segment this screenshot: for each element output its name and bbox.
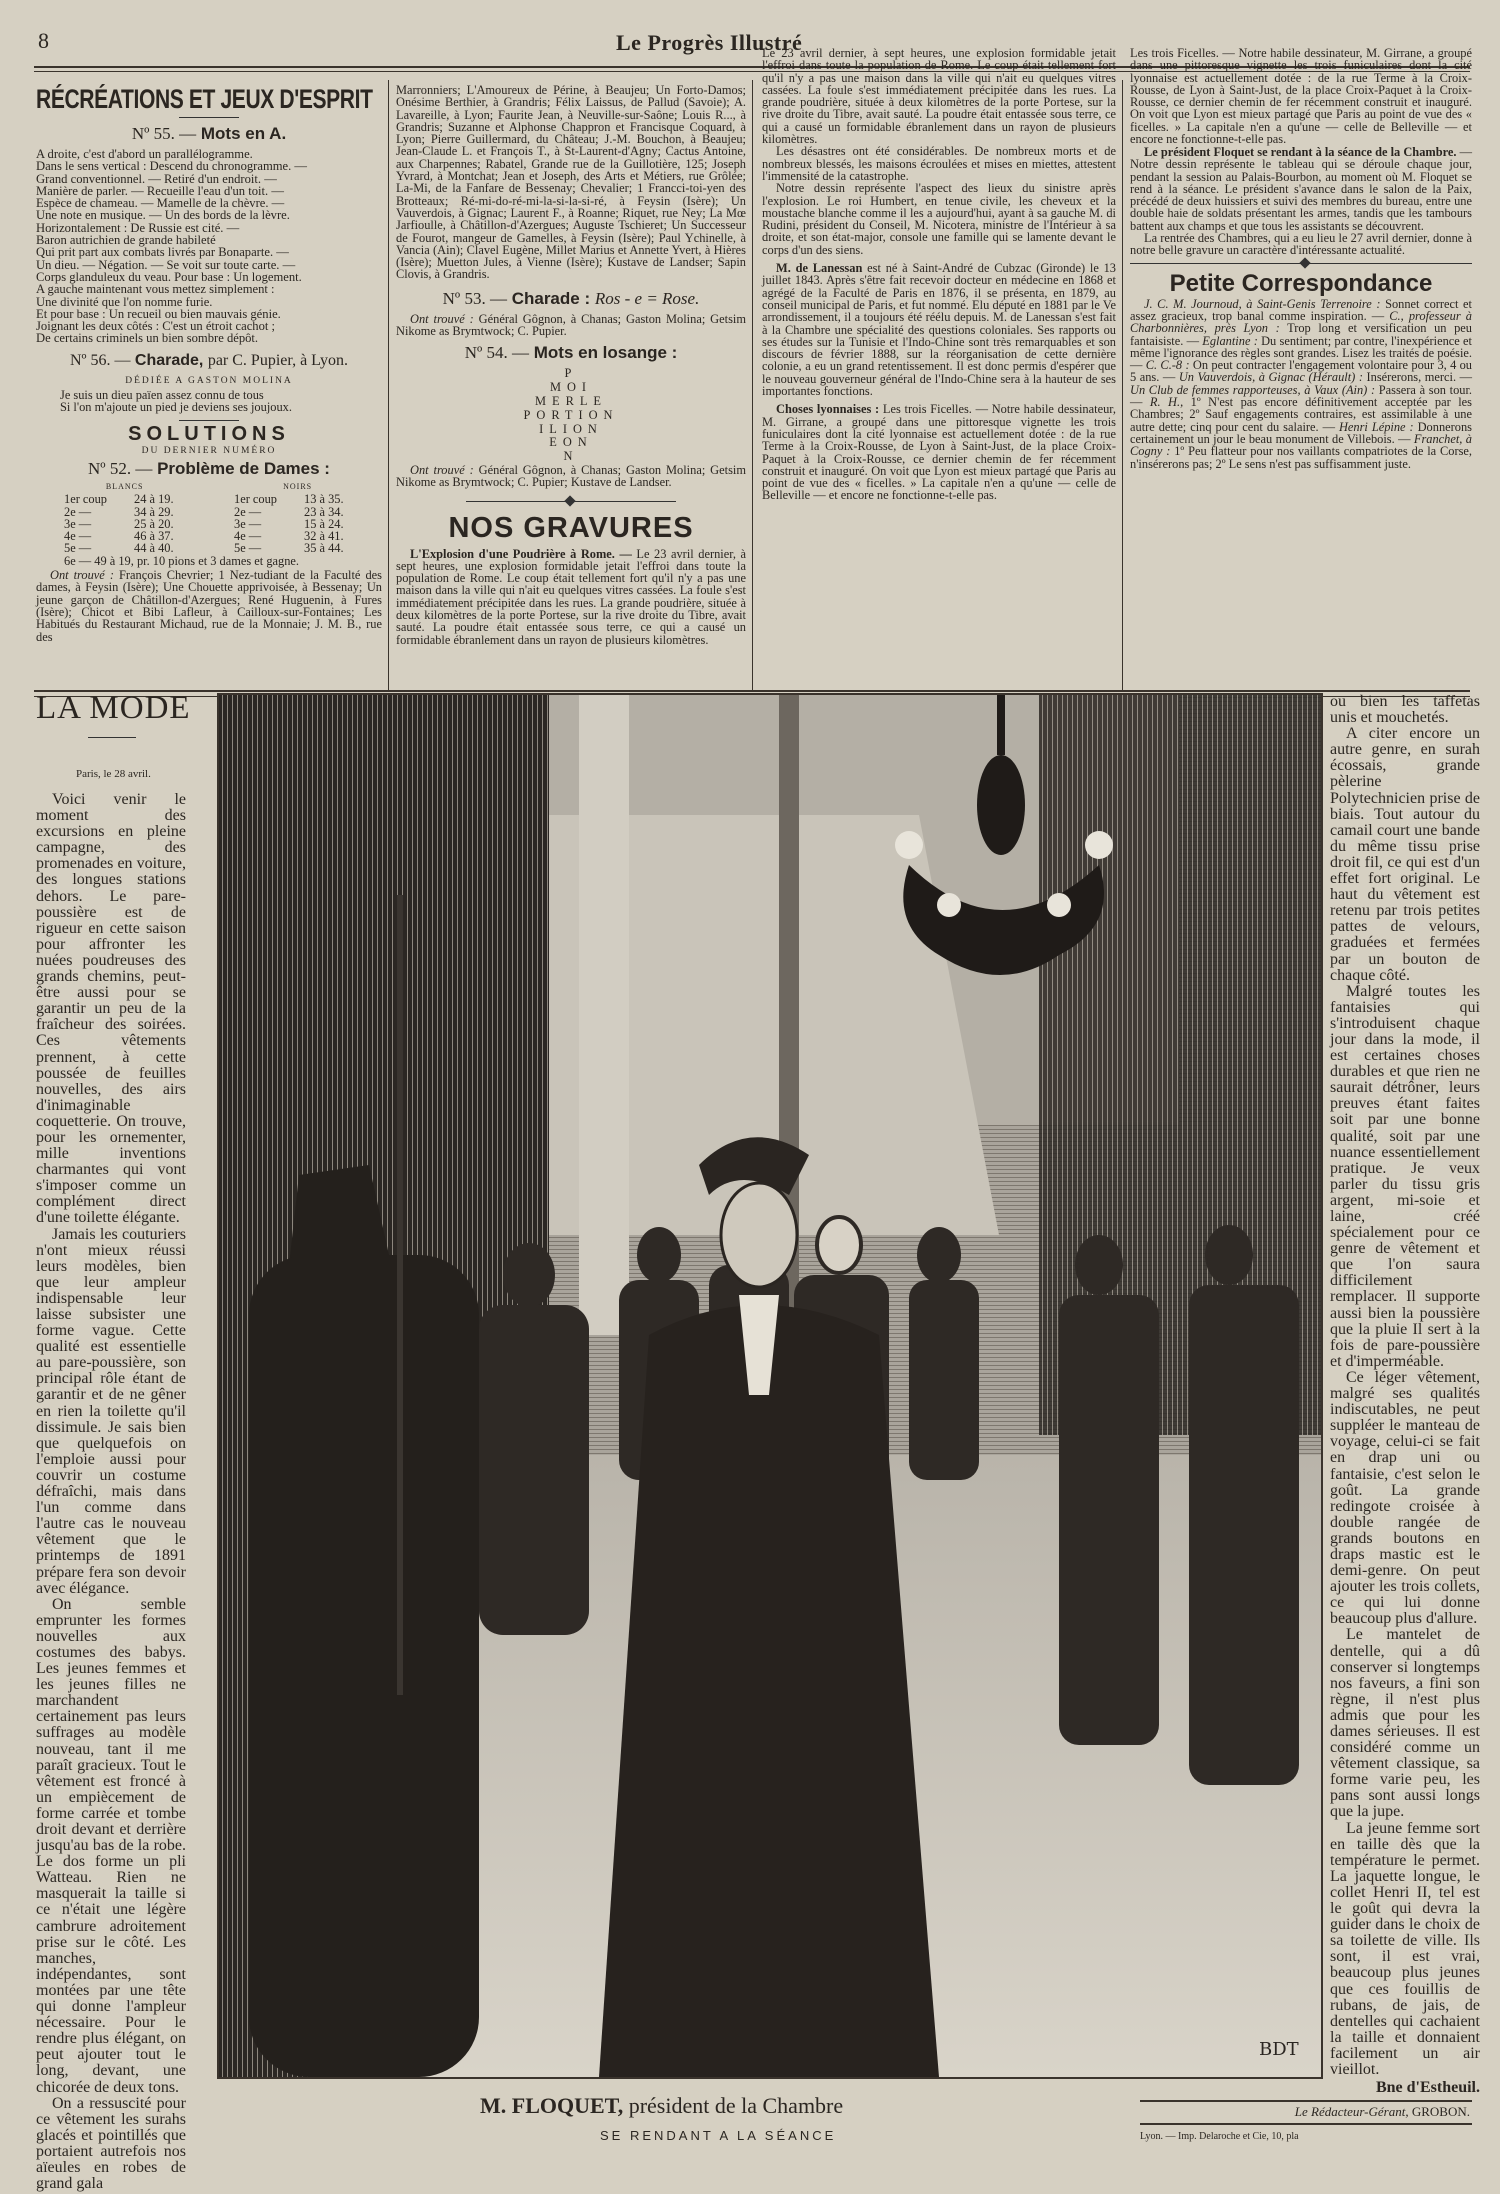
- article-text: Le 23 avril dernier, à sept heures, une explosion formidable jetait l'effroi dans toute la population de Rome. Le coup était tellement fort qu'il n'y a pas une maison dans la ville qui n'ait eu quelques vitres cassées. La foule s'est immédiatement précipitée dans les rues. La grande poudrière, située à deux kilomètres de la porte Portese, sur la rive droite du Tibre, avait sauté. La poudre était entassée sous terre, ce qui a causé un formidable ébranlement dans un rayon de plusieurs kilomètres.: [396, 546, 746, 647]
- explosion-continued: Le 23 avril dernier, à sept heures, une explosion formidable jetait l'effroi dans toute la population de Rome. Le coup était tellement fort qu'il n'y a pas une maison dans la ville qui n'ait eu quelques vitres cassées. La foule s'est immédiatement précipitée dans les rues. La grande poudrière, située à deux kilomètres de la porte Portese, sur la rive droite du Tibre, avait sauté. La poudre était entassée sous terre, ce qui a causé un formidable ébranlement dans un rayon de plusieurs kilomètres.: [762, 46, 1116, 147]
- correspondent-name: Un Club de femmes rapporteuses, à Vaux (Ain) :: [1130, 382, 1376, 397]
- draughts-cell: 3e —: [234, 516, 262, 531]
- choses-article: [762, 403, 1116, 501]
- paragraph: Malgré toutes les fantaisies qui s'introduisent chaque jour dans la mode, il est certaines choses durables et que rien ne saurait détrôner, leurs preuves étant faites soit par une bonne qualité, soit par une nuance essentiellement pratique. Je veux parler du tissu gris argent, mi-soie et laine, créé spécialement pour ce genre de vêtement et que l'on saura difficilement remplacer. Il supporte aussi bien la poussière que la pluie Il sert à la fois de pare-poussière et d'imperméable.: [1330, 982, 1480, 1370]
- paragraph: On semble emprunter les formes nouvelles aux costumes des babys. Les jeunes femmes et les jeunes filles ne marchandent certainement pas leurs suffrages au modèle nouveau, tant il me paraît gracieux. Tout le vêtement est froncé à un empiècement de forme carrée et tombe droit devant et derrière jusqu'au bas de la robe. Le dos forme un pli Watteau. Rien ne masquerait la taille si ce n'était une légère cambrure adroitement prise sur le côté. Les manches, indépendantes, sont montées par une tête qui donne l'ampleur nécessaire. Pour le rendre plus élégant, on peut ajouter tout le long, devant, une chicorée de deux tons.: [36, 1595, 186, 2096]
- draughts-cell: 13 à 35.: [304, 492, 344, 507]
- artist-signature: BDT: [1259, 2039, 1299, 2060]
- solutions-subheading: DU DERNIER NUMÉRO: [141, 445, 277, 456]
- paragraph: ou bien les taffetas unis et mouchetés.: [1330, 693, 1480, 727]
- solvers-list: [396, 464, 746, 489]
- draughts-row: [36, 506, 382, 518]
- verse-line: De certains criminels un bien sombre dépôt.: [36, 331, 259, 346]
- draughts-cell: 44 à 40.: [134, 541, 174, 556]
- engraving-subcaption: SE RENDANT A LA SÉANCE: [600, 2128, 837, 2143]
- verse-line: Et pour base : Un recueil ou bien mauvais génie.: [36, 306, 281, 321]
- dedication: DÉDIÉE A GASTON MOLINA: [125, 375, 293, 386]
- verse-line: Espèce de chameau. — Mamelle de la chèvre. —: [36, 196, 285, 211]
- lanessan-article: [762, 262, 1116, 397]
- divider: [179, 420, 239, 421]
- diamond-word: EON: [549, 435, 593, 450]
- section-rule: [34, 690, 1470, 692]
- puzzle-54-title: [396, 343, 746, 363]
- puzzle-number: Nº 53. —: [442, 288, 507, 308]
- diamond-word: P: [564, 366, 578, 381]
- article-title: M. de Lanessan: [776, 261, 863, 276]
- engraving-illustration: [219, 695, 1321, 2077]
- verse-line: Joignant les deux côtés : C'est un étroit cachot ;: [36, 319, 276, 334]
- draughts-cell: 5e —: [64, 541, 92, 556]
- gravures-column-3: [762, 46, 1116, 684]
- correspondent-name: Franchet, à Cogny :: [1130, 431, 1472, 459]
- draughts-cell: 1er coup: [64, 492, 108, 507]
- reply-text: Sonnet correct et assez gracieux, trop banal comme inspiration. —: [1130, 296, 1472, 323]
- draughts-row: [36, 493, 382, 505]
- verse-line: Manière de parler. — Recueille l'eau d'un toit. —: [36, 183, 284, 198]
- la-mode-heading: LA MODE: [36, 690, 191, 726]
- footer-rule: [1140, 2100, 1472, 2102]
- article-title: Le président Floquet se rendant à la séance de la Chambre.: [1144, 145, 1457, 159]
- diamond-word: PORTION: [523, 407, 619, 422]
- floquet-article: [1130, 146, 1472, 232]
- engraving-caption: [480, 2093, 843, 2119]
- reply-text: 1º Peu flatteur pour nos vaillants compatriotes de la Corse, n'insérerons pas; 2º Le sens n'est pas suffisamment juste.: [1130, 444, 1473, 471]
- found-label: Ont trouvé :: [410, 311, 474, 326]
- correspondent-name: R. H.,: [1149, 395, 1184, 410]
- verse-line: Un dieu. — Négation. — Se voit sur toute carte. —: [36, 257, 296, 272]
- correspondent-name: Un Vauverdois, à Gignac (Hérault) :: [1178, 370, 1363, 385]
- solvers-text: Général Gôgnon, à Chanas; Gaston Molina; Getsim Nikome as Brymtwock; C. Pupier.: [396, 311, 746, 339]
- paragraph: Le mantelet de dentelle, qui a dû conserver si longtemps nos faveurs, a fini son règne, il n'est plus admis que pour les dames sérieuses. Il est considéré comme un vêtement classique, sa forme varie peu, les pans sont aussi longs que la jupe.: [1330, 1626, 1480, 1821]
- paragraph: La jeune femme sort en taille dès que la température le permet. La jaquette longue, le collet Henri II, tel est le goût qui devra la guider dans le choix de sa toilette de ville. Ils sont, il est vrai, beaucoup plus jeunes que ces fouillis de rubans, de jais, de dentelles qui cachaient la taille et donnaient facilement un air vieillot.: [1330, 1819, 1480, 2078]
- draughts-cell: 46 à 37.: [134, 529, 174, 544]
- caption-name: M. FLOQUET,: [480, 2093, 624, 2118]
- verse-line: A gauche maintenant vous mettez simplement :: [36, 282, 275, 297]
- puzzle-name: Mots en losange :: [533, 343, 678, 363]
- verse-line: Baron autrichien de grande habileté: [36, 233, 216, 248]
- puzzle-name: Charade,: [134, 351, 204, 369]
- ornament-divider: [466, 501, 676, 502]
- draughts-cell: 34 à 29.: [134, 504, 174, 519]
- puzzle-55-title: [36, 124, 382, 144]
- editor-credit: [1295, 2104, 1470, 2120]
- verse-line: Si l'on m'ajoute un pied je deviens ses joujoux.: [60, 400, 292, 415]
- recreations-column: [36, 84, 382, 643]
- solvers-list-continued: Marronniers; L'Amoureux de Périne, à Beaujeu; Un Forto-Damos; Onésime Berthier, à Grandris; Félix Laissus, de Pallud (Savoie); A. Lavareille, à Lyon; Faurite Jean, à Neuville-sur-Saône; Louis R..., à Grandris; Suzanne et Alphonse Chappron et Francisque Coquard, à Lyon; Pierre Guillermard, du Château; J.-M. Bouchon, à Beaujeu; Jean-Claude L. et François T., à St-Laurent-d'Agny; Cactus Antoine, aux Charpennes; Rabatel, Grande rue de la Guillotière, 125; Joseph Yvrard, à Montchat; Jean et Joseph, des Arts et Métiers, rue Grôlée; La-Mi, de la Fanfare de Bessenay; Chevalier; 1 Francci-toi-yen des Brotteaux; Ré-mi-do-ré-mi-la-si-la-si-ré, à Feysin (Isère); Un Vauverdois, à Gignac; Laurent F., à Roanne; Riquet, rue Ney; La Mœ Jarfioulle, à Châtillon-d'Azergues; Auguste Tschieret; Un Successeur de Fourot, mangeur de Gamelles, à Feysin (Isère); Paul Ychinelle, à Vancia (Ain); Clavel Eugène, Millet Marius et Annette Yvert, à Hières (Isère); Muetton Jules, à Vienne (Isère); Kustave de Landser; Sapin Clovis, à Grandris.: [396, 83, 746, 282]
- explosion-article: [396, 548, 746, 646]
- masthead-title: Le Progrès Illustré: [616, 30, 803, 55]
- correspondent-name: Eglantine :: [1202, 333, 1258, 348]
- article-text: Les trois Ficelles. — Notre habile dessinateur, M. Girrane, a groupé dans une pittoresque vignette les trois funiculaires dont la cité lyonnaise est actuellement dotée : de la rue Terme à la Croix-Rousse, de Lyon à Saint-Just, de la place Croix-Paquet à la Croix-Rousse, ce dernier chemin de fer récemment construit et inauguré. On voit que Lyon est mieux partagé que Paris au point de vue des « ficelles. » La capitale n'en a qu'une — celle de Belleville — et encore ne fonctionne-t-elle pas.: [1130, 46, 1472, 147]
- editor-name: GROBON.: [1408, 2104, 1470, 2119]
- draughts-cell: 23 à 34.: [304, 504, 344, 519]
- caption-title: président de la Chambre: [623, 2093, 844, 2118]
- verse-line: Grand conventionnel. — Retiré d'un endroit. —: [36, 171, 277, 186]
- puzzle-53-title: [396, 289, 746, 309]
- nos-gravures-heading: NOS GRAVURES: [448, 511, 694, 544]
- puzzle-name: Mots en A.: [200, 124, 287, 143]
- verse-line: Dans le sens vertical : Descend du chronogramme. —: [36, 159, 308, 174]
- puzzle-56-title: [36, 351, 382, 371]
- la-mode-column-right: [1330, 694, 1480, 2096]
- verse-line: Une note en musique. — Un des bords de la lèvre.: [36, 208, 290, 223]
- column-divider: [388, 80, 389, 690]
- verse-line: A droite, c'est d'abord un parallélogramme.: [36, 147, 253, 161]
- ornament-divider: [1130, 263, 1472, 264]
- solvers-text: Général Gôgnon, à Chanas; Gaston Molina; Getsim Nikome as Brymtwock; C. Pupier; Kustave de Landser.: [396, 462, 746, 490]
- paragraph: On a ressuscité pour ce vêtement les surahs glacés et pointillés que portaient autrefois nos aïeules en robes de grand gala: [36, 2094, 186, 2193]
- verse-line: Horizontalement : De Russie est cité. —: [36, 220, 240, 235]
- draughts-cell: 2e —: [234, 504, 262, 519]
- column-divider: [752, 80, 753, 690]
- puzzle-56-verse: [36, 389, 382, 414]
- verse-line: Corps glanduleux du veau. Pour base : Un logement.: [36, 269, 302, 284]
- word-diamond: [396, 367, 746, 464]
- article-text: Les trois Ficelles. — Notre habile dessinateur, M. Girrane, a groupé dans une pittoresque vignette les trois funiculaires dont la cité lyonnaise est actuellement dotée : de la rue Terme à la Croix-Rousse, de Lyon à Saint-Just, de la place Croix-Paquet à la Croix-Rousse, ce dernier chemin de fer récemment construit et inauguré. On voit que Lyon est mieux partagé que Paris au point de vue des « ficelles. » La capitale n'en a qu'une — celle de Belleville — et encore ne fonctionne-t-elle pas.: [762, 402, 1116, 503]
- draughts-cell: 4e —: [234, 529, 262, 544]
- correspondent-name: Henri Lépine :: [1338, 419, 1414, 434]
- recreations-heading: RÉCRÉATIONS ET JEUX D'ESPRIT: [36, 84, 373, 114]
- draughts-final-move: 6e — 49 à 19, pr. 10 pions et 3 dames et gagne.: [64, 553, 300, 568]
- draughts-cell: 15 à 24.: [304, 516, 344, 531]
- correspondent-name: C. C.-8 :: [1145, 358, 1190, 373]
- puzzle-number: Nº 52. —: [88, 458, 153, 478]
- paragraph: Les désastres ont été considérables. De nombreux morts et de nombreux blessés, les maisons écroulées et mises en miettes, attestent l'immensité de la catastrophe.: [762, 144, 1116, 183]
- paragraph: Jamais les couturiers n'ont mieux réussi leurs modèles, bien que leur ampleur indispensable leur laisse subsister une forme vague. Cette qualité est essentielle au pare-poussière, son principal rôle étant de garantir et de ne gêner en rien la toilette qu'il dissimule. Je sais bien que quelquefois on l'emploie aussi pour couvrir un costume défraîchi, mais dans l'un comme dans l'autre cas le nouveau vêtement que le printemps de 1891 prépare fera son devoir avec élégance.: [36, 1225, 186, 1597]
- reply-text: Donnerons certainement un jour le beau monument de Villebois. —: [1130, 419, 1472, 446]
- draughts-cell: 35 à 44.: [304, 541, 344, 556]
- paragraph: Notre dessin représente l'aspect des lieux du sinistre après l'explosion. Le roi Humbert, en tenue civile, les cheveux et la moustache blanche comme il les a aujourd'hui, ayant à sa gauche M. di Rudini, président du Conseil, M. Nicotera, ministre de l'Intérieur à sa droite, et son état-major, console une famille qui se lamente devant le corps d'un des siens.: [762, 181, 1116, 257]
- diamond-word: MOI: [549, 380, 593, 395]
- solvers-list: [36, 569, 382, 643]
- puzzle-55-verse: [36, 148, 382, 345]
- correspondent-name: J. C. M. Journoud, à Saint-Genis Terrenoire :: [1144, 296, 1381, 311]
- correspondance-heading: Petite Correspondance: [1169, 269, 1433, 297]
- page-number: 8: [38, 28, 49, 53]
- divider: [88, 737, 136, 738]
- verse-line: Qui prit part aux combats livrés par Bonaparte. —: [36, 245, 289, 260]
- white-label: BLANCS: [105, 481, 144, 491]
- paragraph: Ce léger vêtement, malgré ses qualités indiscutables, ne peut suppléer le manteau de voyage, celui-ci se fait en drap uni ou fantaisie, c'est selon le goût. La grande redingote croisée à double rangée de grands boutons en draps mastic est le demi-genre. On peut ajouter les trois collets, ce qui lui donne beaucoup plus d'allure.: [1330, 1368, 1480, 1628]
- draughts-cell: 3e —: [64, 516, 92, 531]
- dateline: Paris, le 28 avril.: [76, 768, 151, 780]
- draughts-row: [36, 542, 382, 554]
- engraving-floquet: [217, 693, 1323, 2079]
- draughts-cell: 1er coup: [234, 492, 278, 507]
- black-label: NOIRS: [283, 481, 313, 491]
- editor-label: Le Rédacteur-Gérant,: [1294, 2104, 1409, 2119]
- puzzle-number: Nº 54. —: [464, 343, 529, 363]
- author-signature: Bne d'Estheuil.: [1375, 2079, 1480, 2097]
- la-mode-column-left: [36, 792, 186, 2192]
- column-divider: [1122, 80, 1123, 690]
- article-text: est né à Saint-André de Cubzac (Gironde) le 13 juillet 1843. Après s'être fait recevoir docteur en médecine en 1868 et agrégé de la Faculté de Paris en 1876, il se présenta, en 1879, au conseil municipal de Paris, et fut nommé. Elu député en 1881 par le Ve arrondissement, il a toujours été réélu depuis. M. de Lanessan s'est fait à la Chambre une spécialité des questions coloniales. Ses rapports ou ses études sur la Tunisie et l'Indo-Chine sont très remarquables et son discours de février 1888, sur la réorganisation de cette dernière colonie, a eu un grand retentissement. Il est donc permis d'espérer que le nouveau gouverneur général de l'Indo-Chine sera à la hauteur de ses importantes fonctions.: [762, 261, 1116, 399]
- draughts-cell: 32 à 41.: [304, 529, 344, 544]
- solutions-heading: SOLUTIONS: [128, 422, 290, 445]
- footer-rule-2: [1140, 2123, 1472, 2125]
- solvers-text: François Chevrier; 1 Nez-tudiant de la Faculté des dames, à Feysin (Isère); Une Chouette apprivoisée, à Bessenay; Un jeune garçon de Châtillon-d'Azergues; René Huguenin, à Fures (Isère); Chicot et Bibi Lafleur, à Cailloux-sur-Fontaines; Les Habitués du Restaurant Michaud, rue de la Monnaie; J. M. B., rue des: [36, 568, 382, 644]
- found-label: Ont trouvé :: [50, 568, 114, 583]
- solutions-column-2: [396, 84, 746, 646]
- reply-text: 1º N'est pas encore définitivement acceptée par les Chambres; 2º Sauf engagements contraires, est assimilable à une autre dette; cinq pour cent du salaire. —: [1130, 395, 1472, 434]
- article-title: Choses lyonnaises :: [776, 402, 880, 417]
- puzzle-number: Nº 55. —: [131, 124, 197, 143]
- draughts-cell: 4e —: [64, 529, 92, 544]
- choses-continued: [1130, 46, 1472, 147]
- correspondance-text: [1130, 298, 1472, 470]
- correspondent-name: C., professeur à Charbonnières, près Lyon :: [1130, 308, 1472, 336]
- draughts-moves: [36, 493, 382, 554]
- divider: [179, 117, 239, 118]
- draughts-cell: 2e —: [64, 504, 92, 519]
- reply-text: Du sentiment; par contre, l'inexpérience et même l'ignorance des règles sont grandes. Lisez les traités de poésie. —: [1130, 333, 1472, 373]
- puzzle-number: Nº 56. —: [69, 351, 131, 369]
- paragraph: A citer encore un autre genre, en surah écossais, grande pèlerine Polytechnicien prise de biais. Tout autour du camail court une bande du même tissu prise droit fil, ce qui est d'un effet fort original. Le haut du vêtement est retenu par trois petites pattes de velours, graduées et fermées par un bouton de chaque côté.: [1330, 725, 1480, 984]
- puzzle-name: Problème de Dames :: [157, 458, 330, 478]
- found-label: Ont trouvé :: [410, 462, 474, 477]
- draughts-cell: 24 à 19.: [134, 492, 174, 507]
- diamond-word: ILION: [539, 421, 603, 436]
- draughts-cell: 5e —: [234, 541, 262, 556]
- puzzle-52-title: [36, 459, 382, 479]
- verse-line: Une divinité que l'on nomme furie.: [36, 294, 213, 309]
- puzzle-answer: Ros - e = Rose.: [594, 288, 700, 308]
- verse-line: Je suis un dieu païen assez connu de tous: [60, 388, 264, 403]
- printer-credit: Lyon. — Imp. Delaroche et Cie, 10, pla: [1140, 2131, 1299, 2142]
- solvers-list: [396, 313, 746, 338]
- diamond-word: MERLE: [535, 393, 607, 408]
- reply-text: Passera à son tour. —: [1130, 382, 1472, 410]
- diamond-word: N: [563, 449, 579, 464]
- paragraph: Voici venir le moment des excursions en pleine campagne, des promenades en voiture, des longues stations dehors. Le pare-poussière est de rigueur en cette saison pour affronter les nuées poudreuses des grands chemins, peut-être aussi pour se garantir un peu de la fraîcheur des soirées. Ces vêtements prennent, à cette poussée de feuilles nouvelles, des airs d'inimaginable coquetterie. On trouve, pour les ornementer, mille inventions charmantes qui vont s'imposer comme un complément direct d'une toilette élégante.: [36, 791, 186, 1227]
- reply-text: Trop long et versification un peu fantaisiste. —: [1130, 321, 1472, 348]
- article-title: L'Explosion d'une Poudrière à Rome. —: [410, 546, 632, 561]
- article-text: — Notre dessin représente le tableau qui se déroule chaque jour, pendant la session au Palais-Bourbon, au moment où M. Floquet se rend à la séance. Le président s'avance dans le salon de la Paix, précédé de deux huissiers et suivi des membres du bureau, entre une double haie de soldats présentant les armes, tandis que les tambours battent aux champs et que tous les assistants se découvrent.: [1130, 145, 1472, 233]
- puzzle-author: par C. Pupier, à Lyon.: [207, 351, 349, 369]
- paragraph: La rentrée des Chambres, qui a eu lieu le 27 avril dernier, donne à notre belle gravure un caractère d'intéressante actualité.: [1130, 231, 1472, 258]
- puzzle-name: Charade :: [511, 288, 591, 308]
- reply-text: On peut contracter l'engagement volontaire pour 3, 4 ou 5 ans. —: [1130, 358, 1472, 385]
- reply-text: Insérerons, merci. —: [1362, 370, 1472, 385]
- draughts-cell: 25 à 20.: [134, 516, 174, 531]
